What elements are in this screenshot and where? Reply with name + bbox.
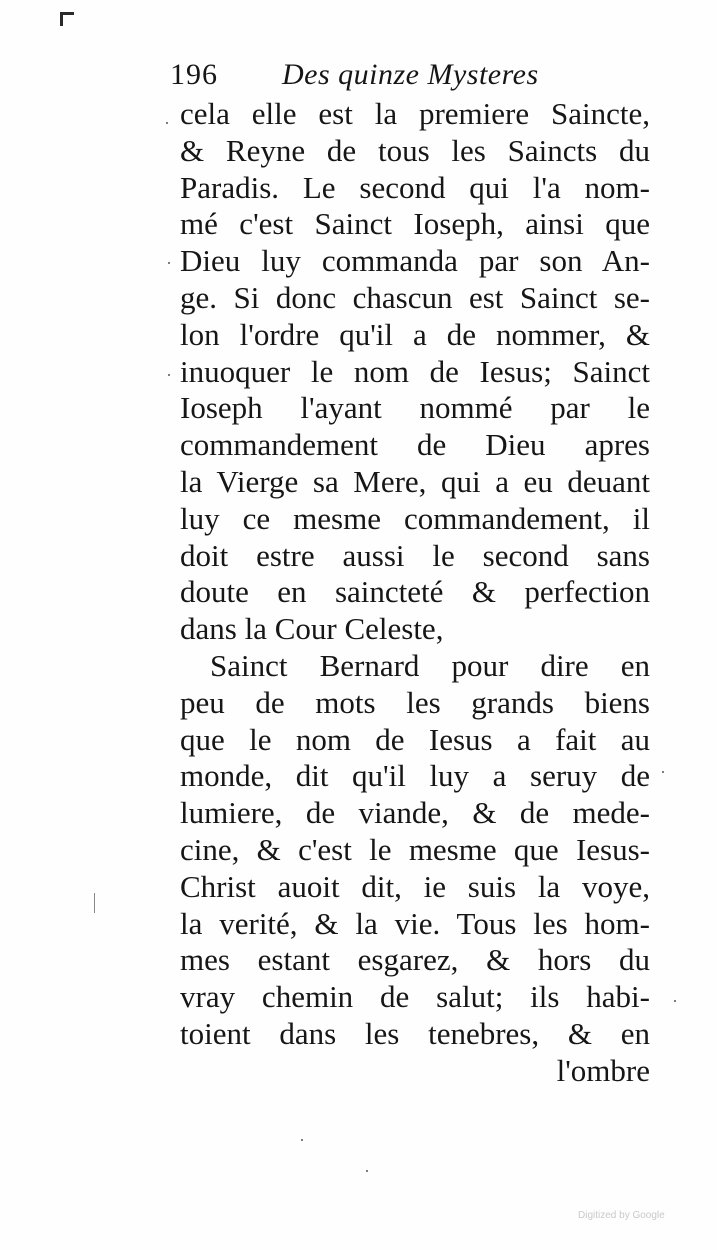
text-line: doit estre aussi le second sans — [180, 537, 650, 573]
catchword: l'ombre — [556, 1052, 650, 1088]
text-line: commandement de Dieu apres — [180, 427, 650, 463]
watermark: Digitized by Google — [578, 1210, 665, 1221]
text-line: luy ce mesme commandement, il — [180, 500, 650, 536]
text-line: Paradis. Le second qui l'a nom- — [180, 169, 650, 205]
text-line: inuoquer le nom de Iesus; Sainct — [180, 353, 650, 389]
text-line: lumiere, de viande, & de mede- — [180, 795, 650, 831]
ink-speck — [168, 262, 170, 264]
text-line: la verité, & la vie. Tous les hom- — [180, 905, 650, 941]
text-line: cela elle est la premiere Saincte, — [180, 96, 650, 131]
running-title: Des quinze Mysteres — [282, 58, 539, 91]
text-line: mes estant esgarez, & hors du — [180, 942, 650, 978]
text-line: Sainct Bernard pour dire en — [210, 647, 650, 683]
text-line: cine, & c'est le mesme que Iesus- — [180, 831, 650, 867]
text-line: Dieu luy commanda par son An- — [180, 243, 650, 279]
text-line: monde, dit qu'il luy a seruy de — [180, 758, 650, 794]
ink-speck — [366, 1170, 368, 1172]
corner-mark — [60, 12, 63, 26]
ink-speck — [662, 771, 664, 773]
text-line: que le nom de Iesus a fait au — [180, 721, 650, 757]
text-line: vray chemin de salut; ils habi- — [180, 979, 650, 1015]
body-text — [180, 96, 650, 1090]
text-line: peu de mots les grands biens — [180, 684, 650, 720]
text-line: lon l'ordre qu'il a de nommer, & — [180, 316, 650, 352]
text-line: mé c'est Sainct Ioseph, ainsi que — [180, 206, 650, 242]
text-line: & Reyne de tous les Saincts du — [180, 132, 650, 168]
text-line: toient dans les tenebres, & en — [180, 1015, 650, 1051]
ink-speck — [674, 1000, 676, 1002]
page-number: 196 — [170, 58, 218, 91]
text-line: la Vierge sa Mere, qui a eu deuant — [180, 463, 650, 499]
text-line: Christ auoit dit, ie suis la voye, — [180, 868, 650, 904]
text-line: Ioseph l'ayant nommé par le — [180, 390, 650, 426]
text-line: ge. Si donc chascun est Sainct se- — [180, 279, 650, 315]
page-edge-mark — [94, 893, 95, 913]
ink-speck — [166, 122, 168, 124]
page-header — [160, 58, 660, 98]
ink-speck — [301, 1139, 303, 1141]
text-line: dans la Cour Celeste, — [180, 611, 444, 647]
text-line: doute en saincteté & perfection — [180, 574, 650, 610]
ink-speck — [168, 374, 170, 376]
